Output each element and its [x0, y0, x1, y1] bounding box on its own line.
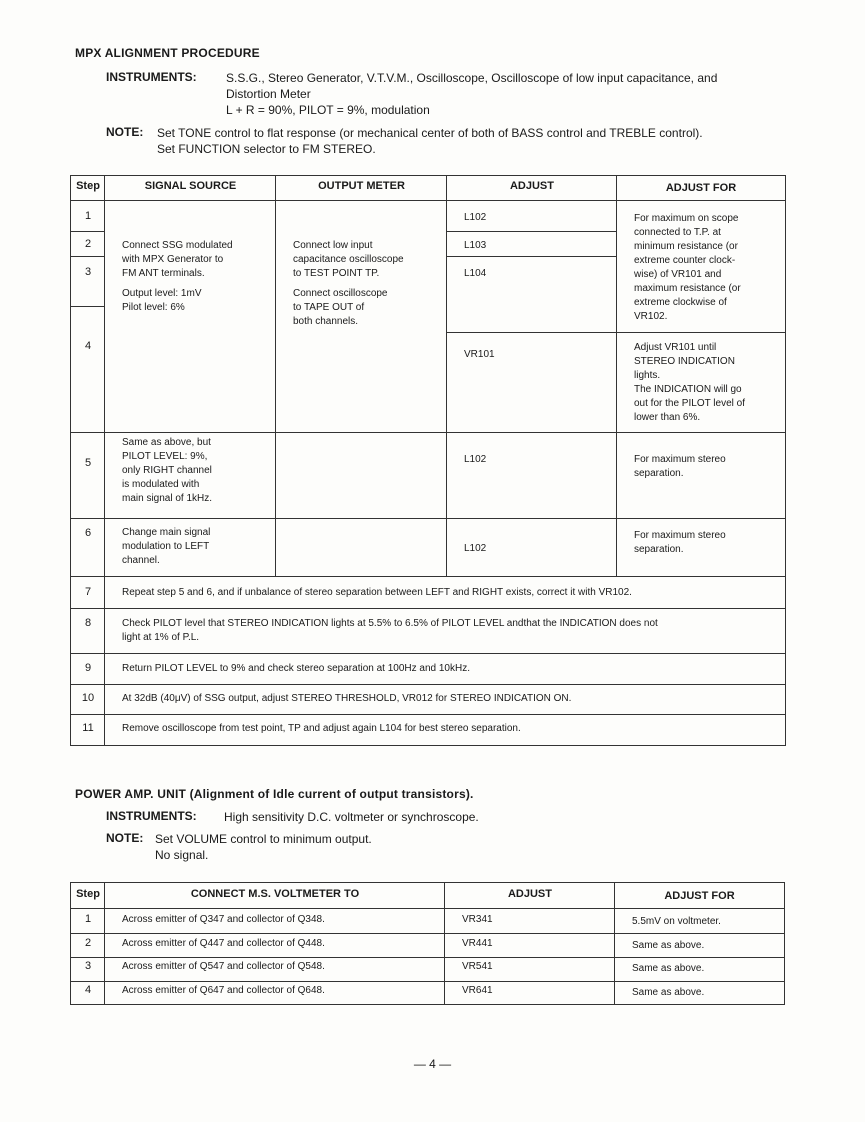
- mpx-meter-line: capacitance oscilloscope: [293, 254, 404, 265]
- mpx-step-number: 4: [84, 340, 92, 352]
- mpx-header-signal-source: SIGNAL SOURCE: [144, 180, 237, 192]
- mpx-step-number: 10: [81, 692, 95, 704]
- power-header-step: Step: [76, 888, 100, 900]
- power-adjust-for-cell: Same as above.: [632, 940, 705, 951]
- mpx-adjust-for-line: out for the PILOT level of: [634, 398, 745, 409]
- mpx-adjust-for-line: For maximum stereo: [634, 530, 726, 541]
- mpx-source-1-4: [122, 239, 233, 315]
- mpx-row-7-text: Repeat step 5 and 6, and if unbalance of stereo separation between LEFT and RIGHT exists, correct it with VR102.: [122, 587, 632, 598]
- power-col-line: [614, 883, 615, 1004]
- mpx-adjust-for-line: extreme clockwise of: [634, 297, 727, 308]
- mpx-source-line: is modulated with: [122, 479, 200, 490]
- power-col-line: [104, 883, 105, 1004]
- page-number: — 4 —: [413, 1057, 452, 1071]
- mpx-note-label: NOTE:: [106, 125, 144, 139]
- mpx-source-line: Output level: 1mV: [122, 288, 202, 299]
- mpx-adjust-for-line: For maximum stereo: [634, 454, 726, 465]
- mpx-adjust-for-line: wise) of VR101 and: [634, 269, 722, 280]
- mpx-step-divider: [71, 256, 105, 257]
- mpx-source-line: Change main signal: [122, 527, 211, 538]
- power-connect-cell: Across emitter of Q547 and collector of Q548.: [122, 961, 325, 972]
- mpx-meter-1-4: [293, 239, 404, 329]
- power-adjust-for-cell: Same as above.: [632, 987, 705, 998]
- mpx-adjust-for-line: separation.: [634, 468, 684, 479]
- power-title-main: POWER AMP. UNIT: [75, 787, 187, 801]
- power-step-number: 2: [84, 937, 92, 949]
- power-instruments-label: INSTRUMENTS:: [106, 809, 197, 823]
- mpx-instruments-label: INSTRUMENTS:: [106, 70, 197, 84]
- mpx-source-line: modulation to LEFT: [122, 541, 210, 552]
- power-header-divider: [71, 908, 784, 909]
- mpx-header-divider: [71, 200, 785, 201]
- mpx-source-line: channel.: [122, 555, 160, 566]
- mpx-step-number: 11: [82, 722, 94, 734]
- mpx-row-8-line: Check PILOT level that STEREO INDICATION lights at 5.5% to 6.5% of PILOT LEVEL andthat the INDICATION does not: [122, 618, 658, 629]
- mpx-instruments-line2: Distortion Meter: [226, 87, 311, 101]
- mpx-adjust-divider: [447, 256, 617, 257]
- mpx-adjust-value: L103: [464, 240, 487, 251]
- mpx-adjust-for-line: Adjust VR101 until: [634, 342, 717, 353]
- mpx-row-divider: [71, 684, 785, 685]
- power-row-divider: [71, 957, 784, 958]
- mpx-adjust-for-line: lights.: [634, 370, 661, 381]
- mpx-instruments-line1: S.S.G., Stereo Generator, V.T.V.M., Oscilloscope, Oscilloscope of low input capacitance, and: [226, 71, 718, 85]
- mpx-adjust-divider: [447, 332, 785, 333]
- power-adjust-for-cell: Same as above.: [632, 963, 705, 974]
- mpx-adjust-for-line: extreme counter clock-: [634, 255, 736, 266]
- mpx-row-11-text: Remove oscilloscope from test point, TP and adjust again L104 for best stereo separation.: [122, 723, 521, 734]
- mpx-source-line: main signal of 1kHz.: [122, 493, 213, 504]
- power-connect-cell: Across emitter of Q647 and collector of Q648.: [122, 985, 325, 996]
- power-connect-cell: Across emitter of Q347 and collector of Q348.: [122, 914, 325, 925]
- mpx-instruments-line3: L + R = 90%, PILOT = 9%, modulation: [226, 103, 430, 117]
- power-header-connect: CONNECT M.S. VOLTMETER TO: [190, 888, 360, 900]
- mpx-step-number: 8: [84, 617, 92, 629]
- mpx-source-5: [122, 436, 212, 506]
- mpx-adjust-for-line: minimum resistance (or: [634, 241, 738, 252]
- mpx-adjust-for-5: [634, 453, 726, 481]
- power-title-rest: (Alignment of Idle current of output transistors).: [189, 787, 474, 801]
- mpx-header-output-meter: OUTPUT METER: [318, 180, 405, 192]
- mpx-row-9-text: Return PILOT LEVEL to 9% and check stereo separation at 100Hz and 10kHz.: [122, 663, 470, 674]
- mpx-adjust-value: L104: [464, 268, 487, 279]
- mpx-adjust-value: L102: [464, 543, 487, 554]
- power-note-line2: No signal.: [155, 848, 209, 862]
- power-instruments-text: High sensitivity D.C. voltmeter or synchroscope.: [224, 810, 479, 824]
- mpx-adjust-for-line: lower than 6%.: [634, 412, 701, 423]
- power-adjust-cell: VR641: [462, 985, 493, 996]
- mpx-title: MPX ALIGNMENT PROCEDURE: [75, 46, 260, 60]
- mpx-adjust-value: L102: [464, 212, 487, 223]
- mpx-adjust-for-4: [634, 341, 745, 425]
- mpx-step-number: 1: [84, 210, 92, 222]
- mpx-source-line: FM ANT terminals.: [122, 268, 205, 279]
- power-row-divider: [71, 981, 784, 982]
- mpx-adjust-for-line: STEREO INDICATION: [634, 356, 735, 367]
- mpx-meter-line: Connect oscilloscope: [293, 288, 388, 299]
- mpx-header-step: Step: [76, 180, 100, 192]
- mpx-row-8-text: [122, 617, 658, 645]
- mpx-note-line1: Set TONE control to flat response (or mechanical center of both of BASS control and TREBLE control).: [157, 126, 703, 140]
- power-adjust-cell: VR441: [462, 938, 493, 949]
- mpx-step-number: 9: [84, 662, 92, 674]
- mpx-adjust-divider: [447, 231, 617, 232]
- mpx-row-divider: [71, 653, 785, 654]
- mpx-col-line-step: [104, 176, 105, 745]
- mpx-adjust-for-line: For maximum on scope: [634, 213, 739, 224]
- power-adjust-for-cell: 5.5mV on voltmeter.: [632, 916, 721, 927]
- mpx-adjust-value: VR101: [464, 349, 495, 360]
- mpx-adjust-for-6: [634, 529, 726, 557]
- power-title: [75, 787, 474, 801]
- mpx-step-divider: [71, 231, 105, 232]
- mpx-source-line: Connect SSG modulated: [122, 240, 233, 251]
- mpx-col-line-adjust: [616, 176, 617, 576]
- mpx-row-divider: [71, 518, 785, 519]
- power-adjust-cell: VR541: [462, 961, 493, 972]
- mpx-step-divider: [71, 306, 105, 307]
- mpx-row-8-line: light at 1% of P.L.: [122, 632, 200, 643]
- mpx-step-number: 3: [84, 266, 92, 278]
- power-note-line1: Set VOLUME control to minimum output.: [155, 832, 372, 846]
- mpx-step-number: 5: [84, 457, 92, 469]
- mpx-adjust-for-1-3: [634, 212, 741, 324]
- power-header-adjust: ADJUST: [507, 888, 552, 900]
- mpx-adjust-for-line: connected to T.P. at: [634, 227, 721, 238]
- mpx-header-adjust-for: ADJUST FOR: [665, 182, 737, 194]
- mpx-meter-line: both channels.: [293, 316, 359, 327]
- power-header-adjust-for: ADJUST FOR: [664, 890, 735, 902]
- mpx-meter-line: Connect low input: [293, 240, 373, 251]
- power-connect-cell: Across emitter of Q447 and collector of Q448.: [122, 938, 325, 949]
- mpx-step-number: 6: [84, 527, 92, 539]
- mpx-adjust-for-line: The INDICATION will go: [634, 384, 742, 395]
- power-step-number: 4: [84, 984, 92, 996]
- mpx-adjust-for-line: VR102.: [634, 311, 668, 322]
- mpx-row-divider: [71, 432, 785, 433]
- mpx-source-line: Pilot level: 6%: [122, 302, 185, 313]
- mpx-adjust-for-line: separation.: [634, 544, 684, 555]
- power-row-divider: [71, 933, 784, 934]
- power-table: [70, 882, 785, 1005]
- mpx-source-line: Same as above, but: [122, 437, 211, 448]
- mpx-table: [70, 175, 786, 746]
- mpx-col-line-source: [275, 176, 276, 576]
- mpx-source-line: PILOT LEVEL: 9%,: [122, 451, 208, 462]
- mpx-source-line: with MPX Generator to: [122, 254, 224, 265]
- mpx-step-number: 2: [84, 238, 92, 250]
- power-step-number: 3: [84, 960, 92, 972]
- mpx-row-10-text: At 32dB (40μV) of SSG output, adjust STEREO THRESHOLD, VR012 for STEREO INDICATION ON.: [122, 693, 572, 704]
- mpx-source-line: only RIGHT channel: [122, 465, 212, 476]
- mpx-adjust-for-line: maximum resistance (or: [634, 283, 741, 294]
- mpx-row-divider: [71, 714, 785, 715]
- mpx-step-number: 7: [84, 586, 92, 598]
- mpx-row-divider: [71, 608, 785, 609]
- mpx-adjust-value: L102: [464, 454, 487, 465]
- mpx-header-adjust: ADJUST: [509, 180, 554, 192]
- mpx-meter-line: to TAPE OUT of: [293, 302, 365, 313]
- power-adjust-cell: VR341: [462, 914, 493, 925]
- power-note-label: NOTE:: [106, 831, 144, 845]
- mpx-note-line2: Set FUNCTION selector to FM STEREO.: [157, 142, 376, 156]
- mpx-row-divider: [71, 576, 785, 577]
- mpx-meter-line: to TEST POINT TP.: [293, 268, 380, 279]
- mpx-source-6: [122, 526, 210, 568]
- power-step-number: 1: [84, 913, 92, 925]
- mpx-col-line-meter: [446, 176, 447, 576]
- power-col-line: [444, 883, 445, 1004]
